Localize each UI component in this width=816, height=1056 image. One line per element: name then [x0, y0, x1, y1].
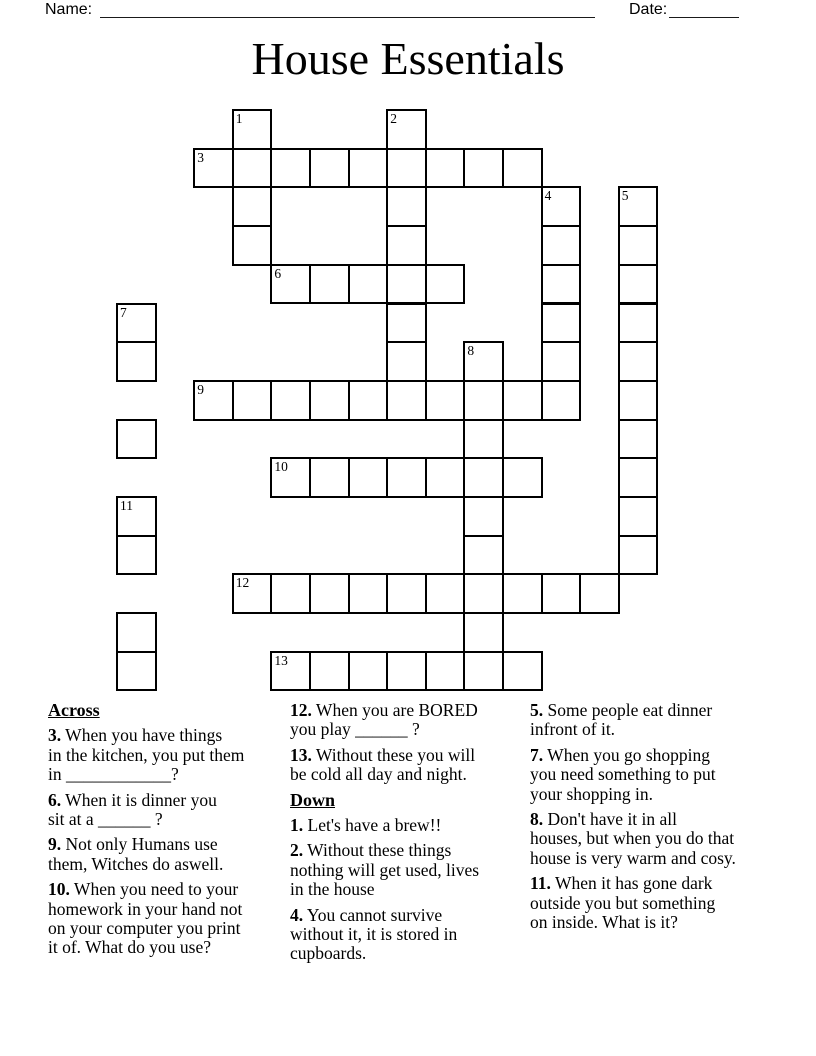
grid-cell-r8c0[interactable]: [116, 419, 157, 460]
grid-cell-r9c6[interactable]: [348, 457, 389, 498]
clue-number: 2.: [290, 840, 304, 861]
cell-number: 9: [197, 381, 204, 397]
grid-cell-r14c8[interactable]: [425, 651, 466, 692]
page-title: House Essentials: [251, 33, 565, 84]
grid-cell-r0c3[interactable]: [232, 109, 273, 150]
name-label: Name:: [45, 1, 93, 18]
grid-cell-r4c11[interactable]: [541, 264, 582, 305]
grid-cell-r5c7[interactable]: [386, 303, 427, 344]
grid-cell-r6c11[interactable]: [541, 341, 582, 382]
grid-cell-r14c5[interactable]: [309, 651, 350, 692]
cell-number: 7: [120, 304, 127, 320]
clue-number: 8.: [530, 809, 544, 830]
cell-number: 6: [274, 265, 282, 281]
grid-cell-r12c4[interactable]: [270, 573, 311, 614]
grid-cell-r9c5[interactable]: [309, 457, 350, 498]
cell-number: 8: [467, 343, 475, 359]
clue-number: 13.: [290, 744, 312, 765]
grid-cell-r12c5[interactable]: [309, 573, 350, 614]
grid-cell-r1c4[interactable]: [270, 148, 311, 189]
cell-number: 4: [544, 188, 552, 204]
grid-cell-r14c10[interactable]: [502, 651, 543, 692]
clue-number: 7.: [530, 744, 544, 765]
grid-cell-r6c9[interactable]: [463, 341, 504, 382]
grid-cell-r2c13[interactable]: [618, 186, 659, 227]
grid-cell-r1c7[interactable]: [386, 148, 427, 189]
grid-cell-r7c13[interactable]: [618, 380, 659, 421]
grid-cell-r14c6[interactable]: [348, 651, 389, 692]
grid-cell-r12c10[interactable]: [502, 573, 543, 614]
grid-cell-r12c11[interactable]: [541, 573, 582, 614]
grid-cell-r7c7[interactable]: [386, 380, 427, 421]
clue-number: 11.: [530, 873, 551, 894]
clue-number: 12.: [290, 700, 312, 720]
date-label: Date:: [629, 1, 668, 18]
clue-number: 10.: [48, 879, 70, 900]
clue-number: 1.: [290, 815, 304, 836]
grid-cell-r7c8[interactable]: [425, 380, 466, 421]
grid-cell-r7c9[interactable]: [463, 380, 504, 421]
grid-cell-r12c7[interactable]: [386, 573, 427, 614]
clue-number: 6.: [48, 789, 62, 810]
grid-cell-r4c4[interactable]: [270, 264, 311, 305]
grid-cell-r4c6[interactable]: [348, 264, 389, 305]
clue-3: 3. When you have things in the kitchen, you put them in ____________?: [48, 725, 245, 785]
grid-cell-r1c10[interactable]: [502, 148, 543, 189]
clue-section-header-down: Down: [290, 789, 336, 810]
grid-cell-r9c13[interactable]: [618, 457, 659, 498]
grid-cell-r10c9[interactable]: [463, 496, 504, 537]
grid-cell-r11c13[interactable]: [618, 535, 659, 576]
cell-number: 5: [621, 188, 629, 204]
grid-cell-r12c8[interactable]: [425, 573, 466, 614]
grid-cell-r3c13[interactable]: [618, 225, 659, 266]
grid-cell-r4c8[interactable]: [425, 264, 466, 305]
clue-number: 4.: [290, 904, 304, 925]
grid-cell-r10c0[interactable]: [116, 496, 157, 537]
grid-cell-r7c6[interactable]: [348, 380, 389, 421]
grid-cell-r2c7[interactable]: [386, 186, 427, 227]
cell-number: 12: [235, 575, 250, 591]
cell-number: 2: [390, 111, 397, 126]
cell-number: 13: [274, 652, 288, 668]
clue-9: 9. Not only Humans use them, Witches do aswell.: [48, 834, 224, 874]
grid-cell-r9c9[interactable]: [463, 457, 504, 498]
grid-cell-r6c7[interactable]: [386, 341, 427, 382]
grid-cell-r14c7[interactable]: [386, 651, 427, 692]
clue-2: 2. Without these things nothing will get used, lives in the house: [290, 840, 480, 900]
clue-col-2: [290, 701, 530, 970]
grid-cell-r8c9[interactable]: [463, 419, 504, 460]
grid-cell-r3c7[interactable]: [386, 225, 427, 266]
grid-cell-r3c11[interactable]: [541, 225, 582, 266]
clue-12: 12. When you are BORED you play ______ ?: [290, 700, 478, 740]
clue-13: 13. Without these you will be cold all day and night.: [290, 744, 476, 785]
grid-cell-r4c13[interactable]: [618, 264, 659, 305]
clue-7: 7. When you go shopping you need something to put your shopping in.: [530, 744, 716, 804]
grid-cell-r8c13[interactable]: [618, 419, 659, 460]
clue-11: 11. When it has gone dark outside you but something on inside. What is it?: [530, 873, 716, 933]
grid-cell-r1c8[interactable]: [425, 148, 466, 189]
cell-number: 11: [120, 498, 133, 513]
grid-cell-r1c3[interactable]: [232, 148, 273, 189]
grid-cell-r6c13[interactable]: [618, 341, 659, 382]
grid-cell-r2c3[interactable]: [232, 186, 273, 227]
grid-cell-r5c11[interactable]: [541, 303, 582, 344]
grid-cell-r10c13[interactable]: [618, 496, 659, 537]
grid-cell-r7c5[interactable]: [309, 380, 350, 421]
grid-cell-r9c4[interactable]: [270, 457, 311, 498]
clue-col-3: [530, 701, 784, 938]
grid-cell-r9c7[interactable]: [386, 457, 427, 498]
grid-cell-r12c3[interactable]: [232, 573, 273, 614]
cell-number: 3: [197, 149, 204, 165]
grid-cell-r7c10[interactable]: [502, 380, 543, 421]
clue-1: 1. Let's have a brew!!: [290, 815, 442, 836]
clue-10: 10. When you need to your homework in your hand not on your computer you print it of. What do you use?: [48, 879, 243, 958]
grid-cell-r13c0[interactable]: [116, 612, 157, 653]
grid-cell-r9c8[interactable]: [425, 457, 466, 498]
grid-cell-r6c0[interactable]: [116, 341, 157, 382]
grid-cell-r12c6[interactable]: [348, 573, 389, 614]
grid-cell-r5c0[interactable]: [116, 303, 157, 344]
clue-5: 5. Some people eat dinner infront of it.: [530, 700, 713, 740]
cell-number: 1: [235, 111, 243, 126]
grid-cell-r11c0[interactable]: [116, 535, 157, 576]
grid-cell-r1c6[interactable]: [348, 148, 389, 189]
clue-8: 8. Don't have it in all houses, but when you do that house is very warm and cosy.: [530, 809, 736, 868]
grid-cell-r12c12[interactable]: [579, 573, 620, 614]
clue-section-header-across: Across: [48, 700, 100, 720]
clue-number: 3.: [48, 725, 62, 746]
grid-cell-r3c3[interactable]: [232, 225, 273, 266]
clue-number: 9.: [48, 834, 62, 855]
grid-cell-r2c11[interactable]: [541, 186, 582, 227]
grid-cell-r7c3[interactable]: [232, 380, 273, 421]
grid-cell-r4c7[interactable]: [386, 264, 427, 305]
grid-cell-r1c5[interactable]: [309, 148, 350, 189]
grid-cell-r7c4[interactable]: [270, 380, 311, 421]
grid-cell-r14c4[interactable]: [270, 651, 311, 692]
grid-cell-r5c13[interactable]: [618, 303, 659, 344]
grid-cell-r14c0[interactable]: [116, 651, 157, 692]
grid-cell-r12c9[interactable]: [463, 573, 504, 614]
grid-cell-r7c2[interactable]: [193, 380, 234, 421]
clue-4: 4. You cannot survive without it, it is stored in cupboards.: [290, 904, 458, 964]
grid-cell-r0c7[interactable]: [386, 109, 427, 150]
clue-6: 6. When it is dinner you sit at a ______ ?: [48, 789, 217, 830]
grid-cell-r13c9[interactable]: [463, 612, 504, 653]
clue-col-1: [48, 701, 286, 964]
grid-cell-r9c10[interactable]: [502, 457, 543, 498]
grid-cell-r4c5[interactable]: [309, 264, 350, 305]
grid-cell-r7c11[interactable]: [541, 380, 582, 421]
clue-number: 5.: [530, 700, 544, 720]
cell-number: 10: [274, 459, 288, 475]
grid-cell-r1c2[interactable]: [193, 148, 234, 189]
grid-cell-r14c9[interactable]: [463, 651, 504, 692]
grid-cell-r11c9[interactable]: [463, 535, 504, 576]
grid-cell-r1c9[interactable]: [463, 148, 504, 189]
